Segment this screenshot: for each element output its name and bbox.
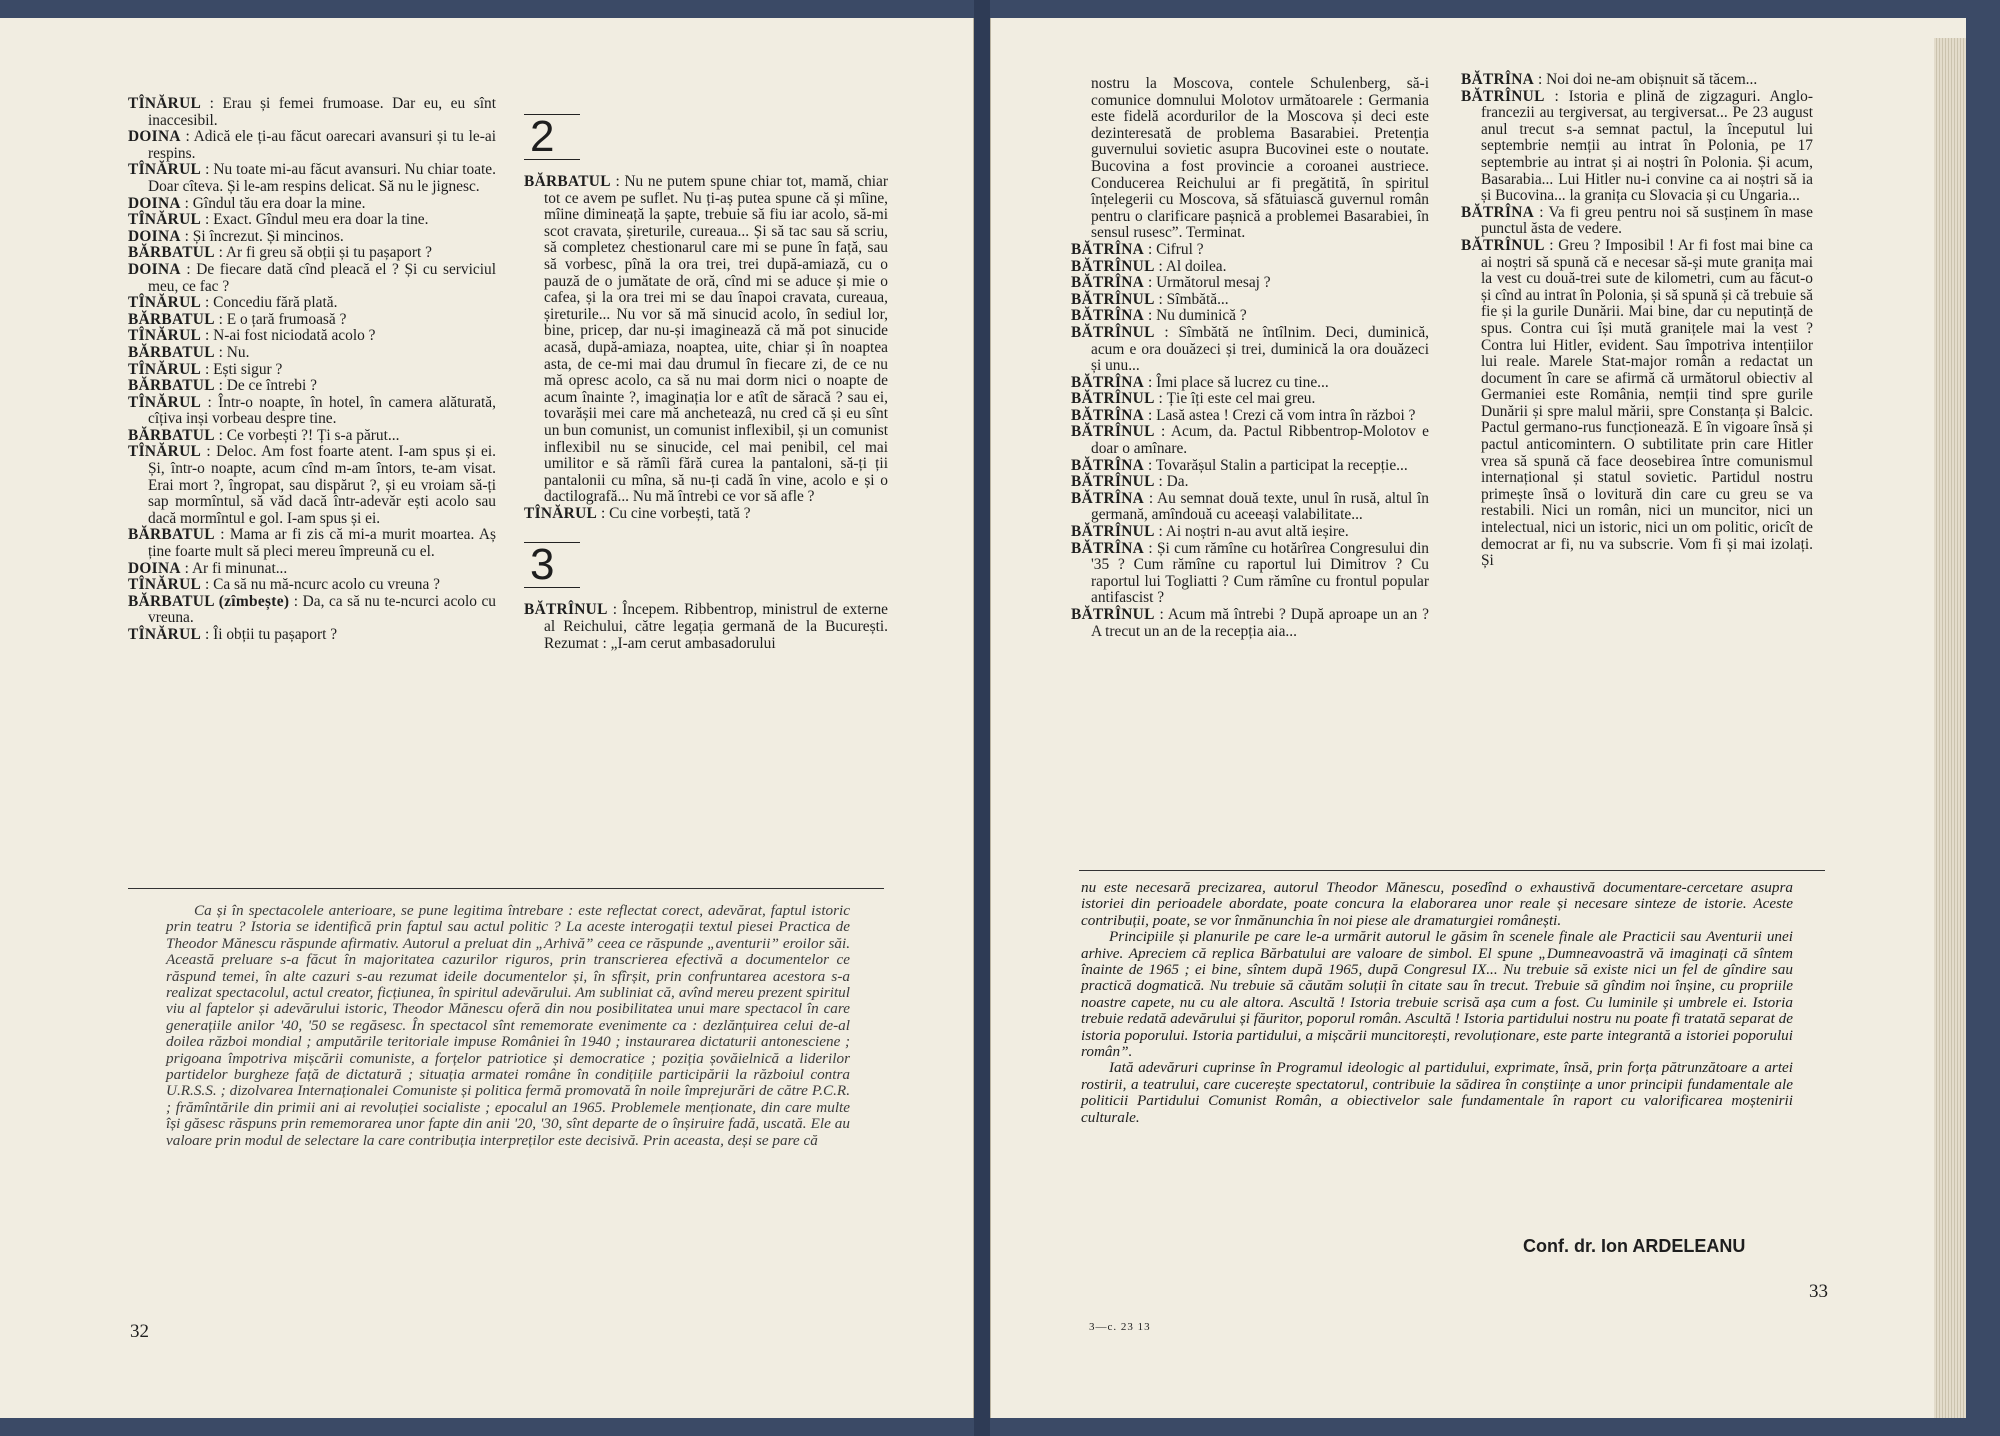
speaker-name: BĂRBATUL [128,426,215,444]
dialogue-line: BĂTRÎNA : Îmi place să lucrez cu tine... [1071,373,1329,391]
page-number: 33 [1809,1281,1828,1302]
scene-2-dialogue [524,174,888,522]
line-text: Adică ele ți-au făcut oarecari avansuri și tu le-ai respins. [148,128,496,162]
line-text: Da, ca să nu te-ncurci acolo cu vreuna. [148,592,497,627]
line-text: Nu. [226,343,250,361]
dialogue-line: TÎNĂRUL : Îi obții tu pașaport ? [128,626,338,643]
line-text: Au semnat două texte, unul în rusă, altul în germană, amîndouă cu aceeași valabilitate... [1091,489,1429,524]
scene-number-3: 3 [524,542,584,588]
speaker-name: DOINA [128,260,181,278]
speaker-name: DOINA [128,128,181,146]
line-text: De fiecare dată cînd pleacă el ? Și cu serviciul meu, ce fac ? [148,260,496,295]
dialogue-line: TÎNĂRUL : Nu toate mi-au făcut avansuri. Nu chiar toate. Doar cîteva. Și le-am respins delicat. Să nu le jignesc. [128,161,496,195]
speaker-name: BĂTRÎNA [1071,456,1145,474]
dialogue-line: BĂTRÎNUL : Ție îți este cel mai greu. [1071,390,1316,408]
page-edges [1934,38,1966,1418]
speaker-name: BĂTRÎNA [1071,373,1145,391]
book-spine [974,0,990,1436]
continued-text: nostru la Moscova, contele Schulenberg, să-i comunice domnului Molotov următoarele : Germania este fidelă acordurilor de la Moscova și deci este dezinteresată de problema Basarabiei. Pretenția guvernului sovietic asupra Bucovinei este o noutate. Bucovina a fost provincie a coroanei austriece. Conducerea Reichului ar fi pregătită, în spiritul înțelegerii cu Moscova, să sfătuiască guvernul român pentru o clarificare pașnică a problemei Basarabiei, în sensul rusesc”. Terminat. [1091,75,1429,242]
speaker-name: TÎNĂRUL [128,360,202,378]
speaker-name: TÎNĂRUL [128,443,202,461]
speaker-name: BĂTRÎNUL [1461,236,1545,254]
speaker-name: BĂRBATUL (zîmbește) [128,592,290,610]
dialogue-line: TÎNĂRUL : N-ai fost niciodată acolo ? [128,327,376,345]
line-text: Noi doi ne-am obișnuit să tăcem... [1546,71,1758,88]
dialogue-line: TÎNĂRUL : Cu cine vorbești, tată ? [524,504,751,522]
speaker-name: BĂRBATUL [128,526,215,544]
commentary-paragraph: Principiile și planurile pe care le-a urmărit autorul le găsim în scenele finale ale Practicii sau Aventurii unei arhive. Apreciem că replica Bărbatului are valoare de simbol. El spune „Dumneavoastră vă imaginați că sîntem înainte de 1965 ; ei bine, sîntem după 1965, după Congresul IX... Nu trebuie să existe nici un fel de gîndire sau practică dogmatică. Nu trebuie să căutăm soluții în citate sau în trecut. Trebuie să gîndim noi înșine, cu propriile noastre capete, nu cu ale altora. Ascultă ! Istoria trebuie scrisă așa cum a fost. Cu luminile și umbrele ei. Istoria trebuie redată adevărului și făuritor, poporul român. Ascultă ! Istoria partidului nostru nu poate fi tratată separat de istoria poporului. Istoria partidului, a mișcării muncitorești, revoluționare, este parte integrantă a istoriei poporului român”. [1081,928,1793,1061]
speaker-name: BĂTRÎNA [1071,539,1145,557]
speaker-name: BĂTRÎNUL [1071,323,1155,341]
dialogue-line: BĂTRÎNA : Cifrul ? [1071,240,1204,258]
line-text: Da. [1166,473,1189,491]
speaker-name: DOINA [128,194,181,212]
dialogue-line: BĂTRÎNA : Următorul mesaj ? [1071,274,1271,292]
speaker-name: BĂTRÎNA [1461,71,1535,88]
commentary-block [166,903,850,1149]
scene-3-dialogue [524,602,888,652]
dialogue-line: DOINA : Adică ele ți-au făcut oarecari avansuri și tu le-ai respins. [128,128,496,162]
line-text: Nu ne putem spune chiar tot, mamă, chiar tot ce avem pe suflet. Nu ți-aș putea spune că și mîine, mîine dimineață la șapte, trebuie să fiu iar acolo, să-mi scot cravata, șireturile, cureaua... Și să tac sau să scriu, să completez chestionarul care mi se pune în față, sau să vorbesc, pînă la ora trei, trei după-amiază, cu o pauză de o jumătate de oră, cînd mi se aduce și mie o cafea, și la ora trei mi se dau înapoi cravata, cureaua, șireturile... Nu vor să mă sinucid acolo, în sediul lor, bine, pricep, dar nu-și imaginează că mă pot sinucide acasă, după-amiaza, noaptea, uite, chiar și în noaptea asta, de ce-mi mai dau drumul în fiecare zi, de ce nu mă opresc acolo, ca să nu mai dorm nici o noapte de acum înainte ?, imaginația lor e atît de săracă ? sau ei, tovarășii mei care mă ancheteazâ, nu cred că și eu sînt un bun comunist, un comunist inflexibil, și un comunist inflexibil nu se sinucide, cel mai penibil, cel mai umilitor e să rămîi fără curea la pantaloni, să-ți ții pantalonii cu mîna, să nu-ți cadă în vine, acolo e și o dactilografă... Nu mă întrebi ce vor să afle ? [544,173,888,506]
line-text: De ce întrebi ? [226,377,317,395]
line-text: Cifrul ? [1156,240,1204,258]
line-text: Sîmbătă... [1166,290,1229,308]
dialogue-line: BĂTRÎNA : Și cum rămîne cu hotărîrea Congresului din '35 ? Cum rămîne cu raportul lui Dimitrov ? Cu raportul lui Togliatti ? Cum rămîne cu frontul popular antifascist ? [1071,539,1429,607]
dialogue-line: BĂRBATUL : E o țară frumoasă ? [128,310,347,328]
speaker-name: BĂTRÎNUL [1071,390,1155,408]
speaker-name: BĂTRÎNA [1071,274,1145,292]
dialogue-line: BĂRBATUL : Ar fi greu să obții și tu pașaport ? [128,244,432,262]
speaker-name: DOINA [128,227,181,245]
speaker-name: BĂRBATUL [128,377,215,395]
commentary-paragraph: Ca și în spectacolele anterioare, se pune legitima întrebare : este reflectat corect, adevărat, faptul istoric prin teatru ? Istoria se identifică prin faptul sau actul politic ? La aceste interogații textul piesei Practica de Theodor Mănescu răspunde afirmativ. Autorul a preluat din „Arhivă” ceea ce răspunde „aventurii” eroilor săi. Această preluare s-a făcut în majoritatea cazurilor riguros, prin transcrierea efectivă a documentelor ce răspund temei, în alte cazuri s-au rezumat ideile documentelor și, în sfîrșit, prin confruntarea acestora s-a realizat spectacolul, actul creator, ficțiunea, în spiritul adevărului. Am subliniat că, avînd mereu prezent spiritul viu al faptelor și adevărului istoric, Theodor Mănescu oferă din nou posibilitatea unui mare spectacol în care generațiile anilor '40, '50 se regăsesc. În spectacol sînt rememorate evenimente ca : dezlănțuirea celui de-al doilea război mondial ; amputările teritoriale impuse României în 1940 ; instaurarea dictaturii antonesciene ; prigoana împotriva mișcării comuniste, a forțelor patriotice și democratice ; poziția șovăielnică a liderilor partidelor burgheze față de dictatură ; situația armatei române în condițiile participării la războiul contra U.R.S.S. ; dizolvarea Internaționalei Comuniste și politica fermă promovată în noile împrejurări de către P.C.R. ; frămîntările din primii ani ai revoluției socialiste ; epocalul an 1965. Problemele menționate, din care multe își găsesc răspuns prin rememorarea unor fapte din anii '20, '30, sînt departe de o înșiruire fadă, uscată. Ele au valoare prin modul de selectare la care contribuția interpreților este decisivă. Prin aceasta, deși se pare că [166,902,850,1149]
dialogue-line: BĂTRÎNA : Noi doi ne-am obișnuit să tăcem... [1461,71,1758,88]
speaker-name: TÎNĂRUL [128,393,202,411]
line-text: N-ai fost niciodată acolo ? [213,327,376,345]
speaker-name: TÎNĂRUL [128,294,202,312]
line-text: Îi obții tu pașaport ? [213,626,338,643]
dialogue-line: BĂRBATUL : Mama ar fi zis că mi-a murit moartea. Aș ține foarte mult să pleci mereu împreună cu el. [128,526,496,561]
speaker-name: BĂTRÎNUL [1071,290,1155,308]
scene-number-2: 2 [524,114,584,160]
speaker-name: BĂTRÎNA [1071,406,1145,424]
speaker-name: BĂRBATUL [128,244,215,262]
dialogue-column-left-2 [524,114,888,652]
speaker-name: TÎNĂRUL [128,576,202,594]
speaker-name: TÎNĂRUL [128,626,202,643]
section-divider [128,888,884,889]
line-text: Gîndul tău era doar la mine. [192,194,366,212]
commentary-paragraph: Iată adevăruri cuprinse în Programul ideologic al partidului, exprimate, însă, prin forța pătrunzătoare a artei rostirii, a teatrului, care cucerește spectatorul, contribuie la sădirea în conștiințe a unor principii fundamentale ale politicii Partidului Comunist Român, a obiectivelor sale fundamentale în raport cu valorificarea moștenirii culturale. [1081,1059,1793,1126]
speaker-name: BĂTRÎNA [1071,307,1145,325]
dialogue-line: BĂTRÎNUL : Începem. Ribbentrop, ministrul de externe al Reichului, către legația germană de la București. Rezumat : „I-am cerut ambasadorului [524,601,888,652]
line-text: Tovarășul Stalin a participat la recepție... [1155,456,1408,474]
dialogue-line: TÎNĂRUL : Ești sigur ? [128,360,283,378]
line-text: Ai noștri n-au avut altă ieșire. [1165,523,1349,541]
author-signature: Conf. dr. Ion ARDELEANU [1523,1236,1746,1256]
dialogue-line: BĂTRÎNA : Au semnat două texte, unul în rusă, altul în germană, amîndouă cu aceeași valabilitate... [1071,489,1429,524]
commentary-block [1081,880,1793,1126]
line-text: Ție îți este cel mai greu. [1166,390,1316,408]
dialogue-column-right-1 [1071,76,1429,640]
dialogue-line: BĂRBATUL (zîmbește) : Da, ca să nu te-ncurci acolo cu vreuna. [128,592,497,627]
dialogue-line: TÎNĂRUL : Într-o noapte, în hotel, în camera alăturată, cîțiva inși vorbeau despre tine. [128,393,496,428]
line-text: Începem. Ribbentrop, ministrul de externe al Reichului, către legația germană de la București. Rezumat : „I-am cerut ambasadorului [544,601,888,652]
line-text: Erau și femei frumoase. Dar eu, eu sînt inaccesibil. [148,95,496,129]
dialogue-line: BĂTRÎNUL : Da. [1071,473,1189,491]
line-text: Și cum rămîne cu hotărîrea Congresului din '35 ? Cum rămîne cu raportul lui Dimitrov ? Cu raportul lui Togliatti ? Cum rămîne cu frontul popular antifascist ? [1091,539,1429,607]
dialogue-line: DOINA : Gîndul tău era doar la mine. [128,194,366,212]
line-text: Exact. Gîndul meu era doar la tine. [213,211,429,229]
dialogue-column-left-1 [128,96,496,644]
dialogue-lines [1071,242,1429,640]
dialogue-line: BĂTRÎNUL : Al doilea. [1071,257,1227,275]
dialogue-line: BĂTRÎNUL : Acum, da. Pactul Ribbentrop-Molotov e doar o amînare. [1071,423,1430,458]
dialogue-line: TÎNĂRUL : Exact. Gîndul meu era doar la tine. [128,211,429,229]
dialogue-line: BĂTRÎNA : Va fi greu pentru noi să susținem în mase punctul ăsta de vedere. [1461,203,1813,238]
speaker-name: TÎNĂRUL [128,211,202,229]
line-text: Al doilea. [1165,257,1227,275]
line-text: Îmi place să lucrez cu tine... [1156,373,1329,391]
line-text: Mama ar fi zis că mi-a murit moartea. Aș ține foarte mult să pleci mereu împreună cu el. [148,526,496,561]
speaker-name: TÎNĂRUL [128,161,202,179]
dialogue-line: DOINA : Ar fi minunat... [128,559,288,577]
dialogue-line: TÎNĂRUL : Deloc. Am fost foarte atent. I-am spus și ei. Și, într-o noapte, acum cînd m-am întors, te-am visat. Erai mort ?, îngropat, sau dispărut ?, și eu vroiam să-ți sap mormîntul, să văd dacă într-adevăr ești acolo sau dacă mormîntul e gol. I-am spus și ei. [128,443,496,527]
dialogue-line: BĂTRÎNUL : Sîmbătă... [1071,290,1229,308]
dialogue-line: BĂRBATUL : Nu. [128,343,250,361]
line-text: Va fi greu pentru noi să susținem în mase punctul ăsta de vedere. [1481,203,1813,238]
line-text: Concediu fără plată. [213,294,338,312]
line-text: Ar fi minunat... [191,559,288,577]
speaker-name: BĂTRÎNUL [524,601,608,619]
speaker-name: BĂRBATUL [128,343,215,361]
line-text: Deloc. Am fost foarte atent. I-am spus și ei. Și, într-o noapte, acum cînd m-am întors, te-am visat. Erai mort ?, îngropat, sau dispărut ?, și eu vroiam să-ți sap mormîntul, să văd dacă într-adevăr ești acolo sau dacă mormîntul e gol. I-am spus și ei. [148,443,496,527]
line-text: Cu cine vorbești, tată ? [609,504,751,522]
line-text: Într-o noapte, în hotel, în camera alăturată, cîțiva inși vorbeau despre tine. [148,393,496,428]
line-text: Următorul mesaj ? [1156,274,1271,292]
dialogue-line: BĂTRÎNA : Tovarășul Stalin a participat la recepție... [1071,456,1408,474]
dialogue-line: DOINA : De fiecare dată cînd pleacă el ? Și cu serviciul meu, ce fac ? [128,260,496,295]
print-code: 3—c. 23 13 [1089,1321,1151,1333]
speaker-name: BĂRBATUL [128,310,215,328]
line-text: Ești sigur ? [213,360,283,378]
line-text: Sîmbătă ne întîlnim. Deci, duminică, acum e ora douăzeci și trei, duminică la ora douăzeci și unu... [1091,323,1429,375]
speaker-name: BĂTRÎNUL [1071,473,1155,491]
right-page [990,18,1966,1418]
line-text: E o țară frumoasă ? [226,310,347,328]
dialogue-line: BĂRBATUL : De ce întrebi ? [128,377,317,395]
line-text: Ar fi greu să obții și tu pașaport ? [225,244,432,262]
dialogue-line: BĂTRÎNA : Lasă astea ! Crezi că vom intra în război ? [1071,406,1416,424]
line-text: Acum, da. Pactul Ribbentrop-Molotov e doar o amînare. [1091,423,1430,458]
speaker-name: DOINA [128,559,181,577]
line-text: Lasă astea ! Crezi că vom intra în război ? [1156,406,1416,424]
line-text: Ce vorbești ?! Ți s-a părut... [226,426,400,444]
line-text: Ca să nu mă-ncurc acolo cu vreuna ? [213,576,440,594]
dialogue-line: DOINA : Și încrezut. Și mincinos. [128,227,344,245]
line-text: Greu ? Imposibil ! Ar fi fost mai bine ca ai noștri să spună că e necesar să-și mute granița mai la vest cu două-trei sute de kilometri, cum au făcut-o și cînd au intrat în Polonia, și să spună și că trebuie să fie și la gurile Dunării. Mai bine, dar cu neputință de spus. Contra cui își mută granițele mai la vest ? Contra lui Hitler, evident. Sau împotriva intențiilor lui reale. Marele Stat-major român a redactat un document în care se afirmă că următorul obiectiv al Germaniei este România, nemții tind spre gurile Dunării și spre malul mării, spre Constanța și Balcic. Pactul germano-rus funcționează. E în vigoare însă și pactul anticomintern. O subtilitate prin care Hitler vrea să spună că face deosebirea între comunismul internațional și statul sovietic. Partidul nostru primește însă o lovitură din care cu greu se va restabili. Nici un român, nici un muncitor, nici un intelectual, nici un istoric, nici un om politic, oricît de democrat ar fi, nu va subscrie. Vom fi și mai izolați. Și [1481,236,1813,570]
speaker-name: BĂTRÎNA [1071,489,1145,507]
speaker-name: BĂTRÎNUL [1071,523,1155,541]
speaker-name: TÎNĂRUL [128,95,202,112]
dialogue-line: BĂTRÎNUL : Sîmbătă ne întîlnim. Deci, duminică, acum e ora douăzeci și trei, duminică la ora douăzeci și unu... [1071,323,1429,375]
dialogue-line: TÎNĂRUL : Erau și femei frumoase. Dar eu, eu sînt inaccesibil. [128,95,496,129]
page-number: 32 [130,1321,149,1342]
dialogue-line: TÎNĂRUL : Ca să nu mă-ncurc acolo cu vreuna ? [128,576,440,594]
speaker-name: TÎNĂRUL [524,504,598,522]
speaker-name: BĂTRÎNUL [1071,606,1155,623]
line-text: Nu toate mi-au făcut avansuri. Nu chiar toate. Doar cîteva. Și le-am respins delicat. Să nu le jignesc. [148,161,496,195]
line-text: Nu duminică ? [1156,307,1247,325]
line-text: Și încrezut. Și mincinos. [192,227,344,245]
dialogue-line: BĂTRÎNA : Nu duminică ? [1071,307,1247,325]
speaker-name: BĂTRÎNUL [1461,87,1545,105]
commentary-paragraph: nu este necesară precizarea, autorul Theodor Mănescu, posedînd o exhaustivă documentare-cercetare asupra istoriei din perioadele abordate, poate concura la elaborarea unor reale și necesare sinteze de istorie. Aceste contribuții, poate, se vor înmănunchia în noi piese ale dramaturgiei românești. [1081,879,1793,929]
speaker-name: TÎNĂRUL [128,327,202,345]
speaker-name: BĂTRÎNUL [1071,423,1155,441]
dialogue-line: BĂTRÎNUL : Istoria e plină de zigzaguri. Anglo-francezii au tergiversat, au tergiversat... Pe 23 august anul trecut s-a semnat pactul, la începutul lui septembrie nemții au intrat în Polonia, pe 17 septembrie au intrat și ai noștri în Polonia. Și acum, Basarabia... Lui Hitler nu-i convine ca ai noștri să ia și Bucovina... la granița cu Slovacia și cu Ungaria... [1461,87,1813,205]
left-page [0,18,974,1418]
speaker-name: BĂTRÎNUL [1071,257,1155,275]
speaker-name: BĂRBATUL [524,173,611,190]
dialogue-line: BĂRBATUL : Ce vorbești ?! Ți s-a părut... [128,426,400,444]
section-divider [1079,870,1825,871]
speaker-name: BĂTRÎNA [1461,203,1535,221]
dialogue-line: BĂRBATUL : Nu ne putem spune chiar tot, mamă, chiar tot ce avem pe suflet. Nu ți-aș putea spune că și mîine, mîine dimineață la șapte, trebuie să fiu iar acolo, să-mi scot cravata, șireturile, cureaua... Și să tac sau să scriu, să completez chestionarul care mi se pune în față, sau să vorbesc, pînă la ora trei, trei după-amiază, cu o pauză de o jumătate de oră, cînd mi se aduce și mie o cafea, și la ora trei mi se dau înapoi cravata, cureaua, șireturile... Nu vor să mă sinucid acolo, în sediul lor, bine, pricep, dar nu-și imaginează că mă pot sinucide acasă, după-amiaza, noaptea, uite, chiar și în noaptea asta, de ce-mi mai dau drumul în fiecare zi, de ce nu mă opresc acolo, ca să nu mai dorm nici o noapte de acum înainte ?, imaginația lor e atît de săracă ? sau ei, tovarășii mei care mă ancheteazâ, nu cred că și eu sînt un bun comunist, un comunist inflexibil, și un comunist inflexibil nu se sinucide, cel mai penibil, cel mai umilitor e să rămîi fără curea la pantaloni, să-ți ții pantalonii cu mîna, să nu-ți cadă în vine, acolo e și o dactilografă... Nu mă întrebi ce vor să afle ? [524,173,888,506]
speaker-name: BĂTRÎNA [1071,240,1145,258]
dialogue-line: BĂTRÎNUL : Greu ? Imposibil ! Ar fi fost mai bine ca ai noștri să spună că e necesar să-și mute granița mai la vest cu două-trei sute de kilometri, cum au făcut-o și cînd au intrat în Polonia, și să spună și că trebuie să fie și la gurile Dunării. Mai bine, dar cu neputință de spus. Contra cui își mută granițele mai la vest ? Contra lui Hitler, evident. Sau împotriva intențiilor lui reale. Marele Stat-major român a redactat un document în care se afirmă că următorul obiectiv al Germaniei este România, nemții tind spre gurile Dunării și spre malul mării, spre Constanța și Balcic. Pactul germano-rus funcționează. E în vigoare însă și pactul anticomintern. O subtilitate prin care Hitler vrea să spună că face deosebirea între comunismul internațional și statul sovietic. Partidul nostru primește însă o lovitură din care cu greu se va restabili. Nici un român, nici un muncitor, nici un intelectual, nici un istoric, nici un om politic, oricît de democrat ar fi, nu va subscrie. Vom fi și mai izolați. Și [1461,236,1813,570]
dialogue-line: BĂTRÎNUL : Ai noștri n-au avut altă ieșire. [1071,523,1349,541]
dialogue-line: TÎNĂRUL : Concediu fără plată. [128,294,338,312]
dialogue-column-right-2 [1461,72,1813,570]
line-text: Acum mă întrebi ? După aproape un an ? A trecut un an de la recepția aia... [1091,606,1429,640]
line-text: Istoria e plină de zigzaguri. Anglo-francezii au tergiversat, au tergiversat... Pe 23 august anul trecut s-a semnat pactul, la începutul lui septembrie nemții au intrat în Polonia, pe 17 septembrie au intrat și ai noștri în Polonia. Și acum, Basarabia... Lui Hitler nu-i convine ca ai noștri să ia și Bucovina... la granița cu Slovacia și cu Ungaria... [1481,87,1813,205]
dialogue-line: BĂTRÎNUL : Acum mă întrebi ? După aproape un an ? A trecut un an de la recepția aia... [1071,606,1429,640]
